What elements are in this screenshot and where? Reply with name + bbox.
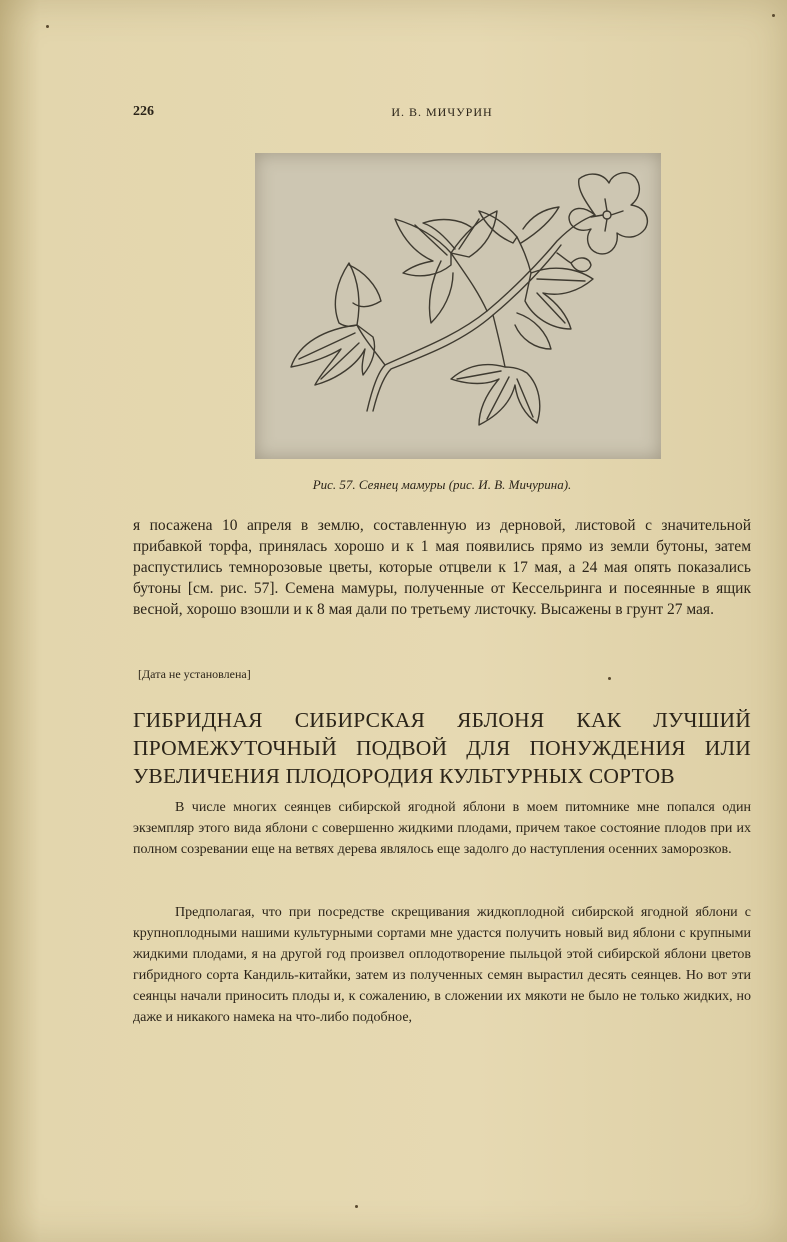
seedling-drawing	[255, 153, 661, 459]
paper-speck	[355, 1205, 358, 1208]
article-heading: ГИБРИДНАЯ СИБИРСКАЯ ЯБЛОНЯ КАК ЛУЧШИЙ ПРОМЕЖУТОЧНЫЙ ПОДВОЙ ДЛЯ ПОНУЖДЕНИЯ ИЛИ УВЕЛИЧЕНИЯ ПЛОДОРОДИЯ КУЛЬТУРНЫХ СОРТОВ	[133, 708, 751, 788]
seedling-illustration	[255, 153, 661, 459]
leaf-right	[525, 268, 593, 329]
page-number: 226	[133, 104, 154, 119]
paragraph-hybridization: Предполагая, что при посредстве скрещивания жидкоплодной сибирской ягодной яблони с крупноплодными нашими культурными сортами мне удастся получить новый вид яблони с крупными жидкими плодами, я на другой год произвел оплодотворение пыльцой этой сибирской яблони цветов гибридного сорта Кандиль-китайки, затем из полученных семян вырастил десять сеянцев. Но вот эти сеянцы начали приносить плоды и, к сожалению, в сложении их мякоти не было не только жидких, но даже и никакого намека на что-либо подобное,	[133, 905, 751, 1025]
date-note: [Дата не установлена]	[138, 667, 251, 681]
paper-speck	[772, 14, 775, 17]
page-header	[133, 104, 751, 124]
paper-speck	[608, 677, 611, 680]
leaf-bottom	[451, 365, 540, 425]
running-head: И. В. МИЧУРИН	[391, 105, 493, 119]
paragraph-planting: я посажена 10 апреля в землю, составленную из дерновой, листовой с значительной прибавкой торфа, принялась хорошо и к 1 мая появились прямо из земли бутоны, затем распустились темнорозовые цветы, которые отцвели к 17 мая, а 24 мая опять показались бутоны [см. рис. 57]. Семена мамуры, полученные от Кессельринга и посеянные в ящик весной, хорошо взошли и к 8 мая дали по третьему листочку. Высажены в грунт 27 мая.	[133, 517, 751, 618]
paper-speck	[46, 25, 49, 28]
figure-caption: Рис. 57. Сеянец мамуры (рис. И. В. Мичурина).	[312, 477, 572, 492]
leaf-top	[395, 219, 451, 276]
paragraph-seedlings: В числе многих сеянцев сибирской ягодной яблони в моем питомнике мне попался один экземпляр этого вида яблони с совершенно жидкими плодами, причем такое состояние плодов при их полном созревании еще на ветвях дерева являлось еще задолго до наступления осенних заморозков.	[133, 800, 751, 857]
flower	[569, 173, 647, 254]
